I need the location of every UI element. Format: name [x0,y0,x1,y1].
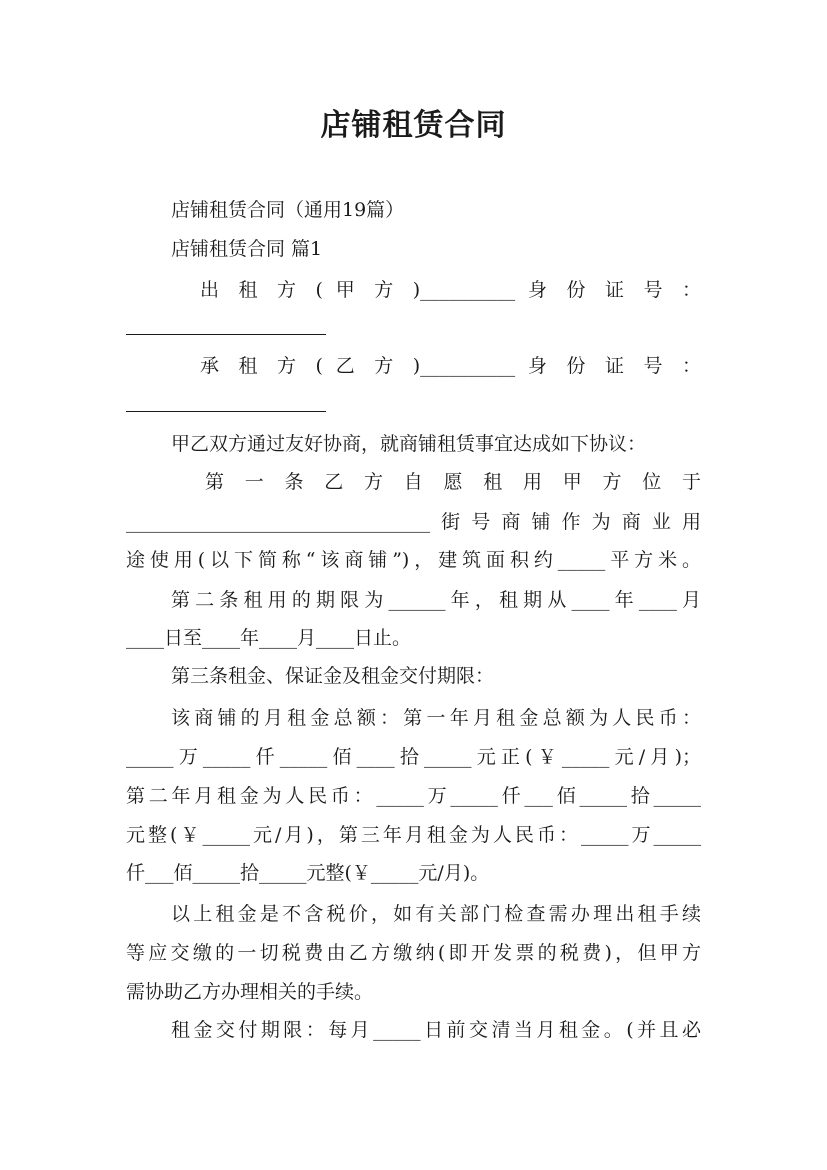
article-1-line-2: ________________________________街号商铺作为商业用 [126,511,701,533]
rent-year-3-cont: 仟___佰_____拾_____元整(￥_____元/月)。 [126,862,490,884]
tax-paragraph-line-1: 以上租金是不含税价，如有关部门检查需办理出租手续 [171,903,701,925]
document-title: 店铺租赁合同 [320,108,507,143]
rent-year-2: 第二年月租金为人民币：_____万_____仟___佰_____拾_____ [126,785,701,807]
article-2-line-2: ____日至____年____月____日止。 [126,627,412,649]
rent-total-line: 该商铺的月租金总额：第一年月租金总额为人民币： [171,707,701,729]
article-2-line-1: 第二条租用的期限为______年，租期从____年____月 [171,589,701,611]
article-1-line-3: 途使用(以下简称“该商铺”)，建筑面积约_____平方米。 [126,549,701,571]
subtitle-line: 店铺租赁合同（通用19篇） [171,199,405,221]
rent-year-1: _____万_____仟_____佰____拾_____元正(￥_____元/月)； [126,746,701,768]
payment-deadline-line: 租金交付期限：每月_____日前交清当月租金。(并且必 [171,1019,701,1041]
article-1-line-1: 第 一 条 乙 方 自 愿 租 用 甲 方 位 于 [205,471,701,493]
section-heading: 店铺租赁合同 篇1 [171,238,323,260]
lessor-line: 出 租 方 ( 甲 方 )__________ 身 份 证 号 ： [200,279,701,301]
rent-year-3: 元整(￥_____元/月)，第三年月租金为人民币：_____万_____ [126,824,701,846]
lessee-id-blank [126,411,326,412]
agreement-intro: 甲乙双方通过友好协商，就商铺租赁事宜达成如下协议： [171,433,647,455]
lessor-id-blank [126,334,326,335]
tax-paragraph-line-3: 需协助乙方办理相关的手续。 [126,981,374,1003]
tax-paragraph-line-2: 等应交缴的一切税费由乙方缴纳(即开发票的税费)，但甲方 [126,942,701,964]
lessee-line: 承 租 方 ( 乙 方 )__________ 身 份 证 号 ： [200,355,701,377]
article-3-heading: 第三条租金、保证金及租金交付期限： [171,665,495,687]
